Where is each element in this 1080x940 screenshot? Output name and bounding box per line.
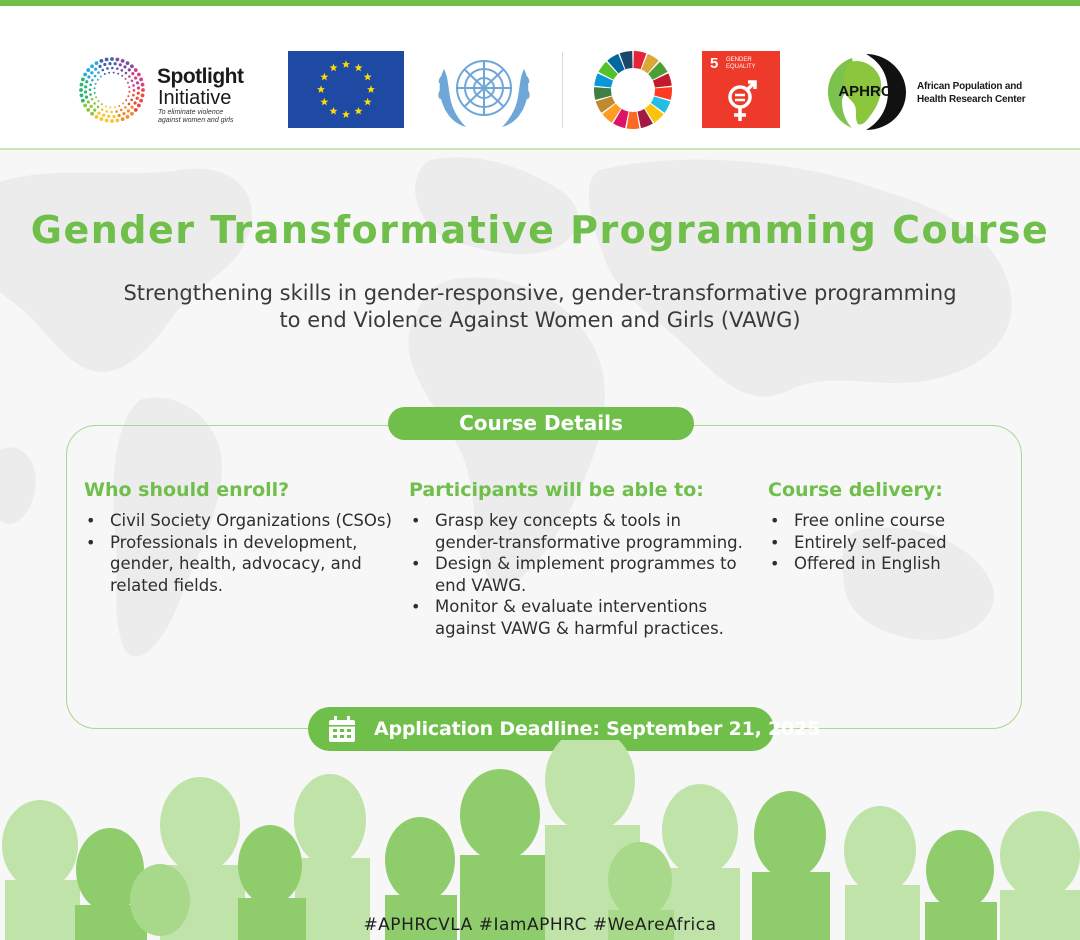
bullet-icon: • [411,597,421,616]
spotlight-tagline-line2: against women and girls [158,117,234,124]
un-emblem-icon [434,49,534,131]
crowd-silhouettes-illustration [0,740,1080,940]
outcomes-column-title: Participants will be able to: [409,479,704,501]
sdg5-gender-equality-tile [702,51,780,128]
list-item-text: Free online course [794,511,945,530]
list-item [770,532,1004,554]
eu-flag-icon [288,51,404,128]
gender-equality-symbol-icon [724,79,758,123]
sdg5-label-line2: EQUALITY [726,64,756,70]
list-item-text: Grasp key concepts & tools in [435,511,681,530]
list-item [770,553,1004,575]
list-item [86,532,400,597]
bullet-icon: • [411,554,421,573]
sdg5-label-line1: GENDER [726,57,752,63]
deadline-text: Application Deadline: September 21, 2025 [374,718,821,740]
sdg-color-wheel-icon [593,50,673,130]
list-item-text: Entirely self-paced [794,532,947,552]
logo-divider [562,52,563,128]
list-item-text: Civil Society Organizations (CSOs) [110,511,392,530]
list-item-text: related fields. [110,575,224,595]
subtitle-line1: Strengthening skills in gender-responsive, gender-transformative programming [123,281,957,305]
outcomes-list [411,510,755,639]
spotlight-dot-ring-icon [78,56,146,124]
list-item [86,510,400,532]
aphrc-name-line1: African Population and [917,81,1023,92]
bullet-icon: • [86,532,96,552]
bullet-icon: • [86,511,96,530]
delivery-column-title: Course delivery: [768,479,943,501]
hashtags: #APHRCVLA #IamAPHRC #WeAreAfrica [363,915,717,935]
list-item-text: end VAWG. [435,575,527,595]
calendar-icon [328,716,356,743]
list-item [411,553,755,596]
bullet-icon: • [770,511,780,530]
list-item-text: Offered in English [794,554,941,573]
list-item [411,596,755,639]
spotlight-logo-title: Spotlight [157,65,244,88]
aphrc-abbr: APHRC [838,83,892,100]
aphrc-name-line2: Health Research Center [917,94,1026,105]
list-item-text: Professionals in development, [110,532,358,552]
list-item [770,510,1004,532]
subtitle-line2: to end Violence Against Women and Girls (VAWG) [279,308,801,332]
list-item-text: gender-transformative programming. [435,532,743,552]
delivery-list [770,510,1004,575]
list-item-text: against VAWG & harmful practices. [435,618,724,638]
list-item [411,510,755,553]
spotlight-logo-subtitle: Initiative [158,87,232,109]
bullet-icon: • [411,511,421,530]
list-item-text: Design & implement programmes to [435,554,737,573]
bullet-icon: • [770,554,780,573]
sdg5-number: 5 [710,55,719,72]
course-details-label: Course Details [388,407,694,440]
page-title: Gender Transformative Programming Course [30,208,1050,252]
enroll-column-title: Who should enroll? [84,479,290,501]
list-item-text: Monitor & evaluate interventions [435,597,708,616]
enroll-list [86,510,400,596]
list-item-text: gender, health, advocacy, and [110,554,362,573]
bullet-icon: • [770,532,780,552]
aphrc-africa-logo-icon [822,52,910,132]
spotlight-tagline-line1: To eliminate violence [158,109,224,116]
